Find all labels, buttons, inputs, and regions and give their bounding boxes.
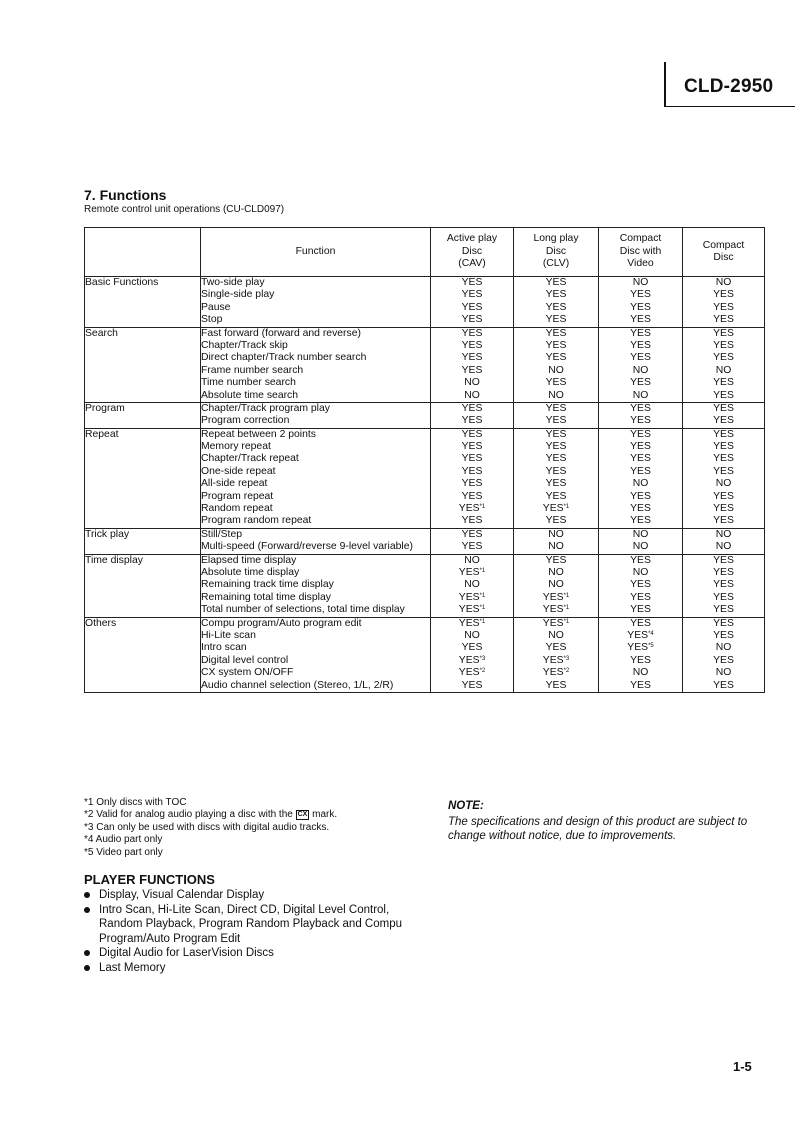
value-cell-cd (683, 617, 765, 692)
support-value: NO (464, 554, 480, 566)
bullet-icon (84, 965, 90, 971)
value-cell-cav (431, 327, 514, 402)
category-cell: Time display (85, 554, 201, 617)
function-name: Remaining track time display (201, 579, 334, 591)
function-name: Multi-speed (Forward/reverse 9-level variable) (201, 541, 413, 553)
column-header-2: Active play Disc (CAV) (431, 228, 514, 277)
function-cell (201, 428, 431, 528)
support-value: YES (461, 352, 483, 364)
function-name: Chapter/Track program play (201, 402, 330, 414)
footnote-3: *3 Can only be used with discs with digital audio tracks. (84, 821, 330, 833)
support-value: YES (630, 301, 651, 313)
support-value: YES (461, 515, 483, 527)
footnotes (84, 797, 337, 859)
support-value: YES (713, 654, 734, 666)
support-value: YES (545, 277, 567, 288)
support-value: YES (713, 490, 734, 502)
support-value: YES (713, 617, 734, 629)
function-name: Program random repeat (201, 515, 312, 527)
support-value: YES (713, 402, 734, 414)
support-value: YES (461, 642, 483, 654)
support-value: NO (548, 364, 564, 376)
model-number: CLD-2950 (684, 76, 774, 97)
support-value: YES (545, 415, 567, 427)
bullet-icon (84, 892, 90, 898)
footnote-1: *1 Only discs with TOC (84, 797, 187, 808)
support-value: YES (713, 339, 734, 351)
support-value: YES (713, 515, 734, 527)
support-value: NO (632, 277, 649, 288)
value-cell-cdv (599, 528, 683, 554)
function-name: CX system ON/OFF (201, 667, 294, 679)
support-value: YES (713, 554, 734, 566)
function-name: Random repeat (201, 503, 273, 515)
support-value: YES$^{*1}$ (458, 617, 486, 629)
value-cell-cd (683, 277, 765, 328)
support-value: YES (545, 339, 567, 351)
support-value: YES (545, 478, 567, 490)
support-value: YES (630, 352, 651, 364)
value-cell-cdv (599, 327, 683, 402)
value-cell-cav (431, 277, 514, 328)
support-value: YES$^{*4}$ (627, 629, 654, 641)
support-value: NO (548, 528, 564, 540)
support-value: YES (630, 289, 651, 301)
value-cell-cav (431, 402, 514, 428)
support-value: YES (461, 415, 483, 427)
support-value: YES$^{*5}$ (627, 642, 654, 654)
support-value: NO (715, 478, 732, 490)
value-cell-cav (431, 528, 514, 554)
support-value: YES (713, 415, 734, 427)
support-value: YES (630, 554, 651, 566)
support-value: YES (461, 277, 483, 288)
support-value: YES (545, 465, 567, 477)
player-function-text: Last Memory (99, 961, 166, 974)
support-value: YES (461, 465, 483, 477)
support-value: YES (461, 528, 483, 540)
footnote-5: *5 Video part only (84, 846, 163, 858)
support-value: YES (461, 453, 483, 465)
support-value: NO (464, 629, 480, 641)
support-value: YES$^{*1}$ (458, 604, 486, 616)
value-cell-cdv (599, 554, 683, 617)
support-value: YES$^{*1}$ (458, 566, 486, 578)
support-value: NO (715, 277, 732, 288)
support-value: NO (632, 667, 649, 679)
footnote-2 (84, 809, 337, 821)
player-function-text: Intro Scan, Hi-Lite Scan, Direct CD, Digital Level Control, Random Playback, Program Random Playback and Compu Program/Auto Program Edit (99, 903, 402, 945)
category-cell: Program (85, 402, 201, 428)
support-value: YES$^{*1}$ (542, 604, 570, 616)
value-cell-cdv (599, 277, 683, 328)
support-value: YES (461, 428, 483, 440)
support-value: NO (548, 541, 564, 553)
category-cell: Trick play (85, 528, 201, 554)
table-row (85, 277, 765, 328)
support-value: NO (548, 566, 564, 578)
support-value: YES (713, 579, 734, 591)
support-value: YES (630, 415, 651, 427)
column-header-0 (85, 228, 201, 277)
support-value: YES (630, 503, 651, 515)
column-header-4: Compact Disc with Video (599, 228, 683, 277)
value-cell-cdv (599, 428, 683, 528)
value-cell-cdv (599, 402, 683, 428)
value-cell-cav (431, 554, 514, 617)
section-title: 7. Functions (84, 187, 167, 203)
support-value: YES (630, 327, 651, 339)
support-value: NO (548, 579, 564, 591)
support-value: NO (632, 389, 649, 401)
player-function-item (84, 961, 414, 976)
support-value: YES (461, 441, 483, 453)
support-value: YES (713, 604, 734, 616)
support-value: YES (545, 327, 567, 339)
function-name: Chapter/Track skip (201, 339, 288, 351)
column-header-3: Long play Disc (CLV) (514, 228, 599, 277)
support-value: NO (632, 364, 649, 376)
support-value: YES (545, 301, 567, 313)
value-cell-cd (683, 528, 765, 554)
support-value: YES (630, 617, 651, 629)
support-value: YES (713, 289, 734, 301)
category-cell: Search (85, 327, 201, 402)
player-function-item (84, 903, 414, 947)
support-value: YES (713, 314, 734, 326)
support-value: NO (464, 377, 480, 389)
function-name: Repeat between 2 points (201, 428, 316, 440)
function-name: Pause (201, 301, 231, 313)
player-function-text: Display, Visual Calendar Display (99, 889, 265, 901)
support-value: YES (630, 314, 651, 326)
function-name: All-side repeat (201, 478, 268, 490)
player-function-item (84, 946, 414, 961)
function-cell (201, 277, 431, 328)
category-cell: Repeat (85, 428, 201, 528)
table-row (85, 617, 765, 692)
function-name: Frame number search (201, 364, 304, 376)
value-cell-cd (683, 428, 765, 528)
table-row (85, 327, 765, 402)
support-value: NO (715, 642, 732, 654)
support-value: YES (713, 428, 734, 440)
support-value: YES (713, 377, 734, 389)
support-value: YES (713, 503, 734, 515)
footnote-2-text: *2 Valid for analog audio playing a disc with the (84, 809, 293, 821)
function-name: Compu program/Auto program edit (201, 617, 362, 629)
player-function-text: Digital Audio for LaserVision Discs (99, 947, 274, 959)
support-value: YES (461, 364, 483, 376)
support-value: YES$^{*2}$ (542, 667, 570, 679)
support-value: YES$^{*2}$ (458, 667, 486, 679)
function-name: Remaining total time display (201, 591, 331, 603)
support-value: NO (548, 389, 564, 401)
support-value: YES (545, 428, 567, 440)
support-value: YES (461, 679, 483, 691)
support-value: YES (630, 428, 651, 440)
support-value: YES (630, 515, 651, 527)
function-name: Total number of selections, total time display (201, 604, 405, 616)
function-name: Audio channel selection (Stereo, 1/L, 2/R) (201, 679, 394, 691)
support-value: YES (713, 453, 734, 465)
support-value: YES (713, 441, 734, 453)
support-value: YES (545, 679, 567, 691)
support-value: YES (713, 591, 734, 603)
category-cell: Basic Functions (85, 277, 201, 328)
support-value: YES (630, 679, 651, 691)
support-value: NO (715, 667, 732, 679)
support-value: YES (630, 591, 651, 603)
support-value: YES (545, 314, 567, 326)
support-value: YES (713, 352, 734, 364)
support-value: YES (630, 339, 651, 351)
support-value: YES (713, 679, 734, 691)
player-function-item (84, 888, 414, 903)
function-cell (201, 617, 431, 692)
support-value: NO (715, 541, 732, 553)
footnote-2-suffix: mark. (312, 809, 338, 821)
support-value: YES (713, 389, 734, 401)
support-value: YES (713, 629, 734, 641)
support-value: YES (545, 515, 567, 527)
support-value: NO (715, 364, 732, 376)
note-title: NOTE: (448, 800, 484, 812)
function-name: Direct chapter/Track number search (201, 352, 367, 364)
value-cell-cav (431, 428, 514, 528)
bullet-icon (84, 950, 90, 956)
support-value: YES (713, 465, 734, 477)
support-value: NO (632, 478, 649, 490)
support-value: YES (630, 377, 651, 389)
function-cell (201, 327, 431, 402)
table-row (85, 528, 765, 554)
value-cell-clv (514, 428, 599, 528)
value-cell-clv (514, 528, 599, 554)
support-value: YES (713, 301, 734, 313)
value-cell-cd (683, 402, 765, 428)
function-name: Single-side play (201, 289, 275, 301)
support-value: YES$^{*3}$ (542, 654, 570, 666)
support-value: NO (632, 566, 649, 578)
function-name: Time number search (201, 377, 296, 389)
support-value: NO (632, 528, 649, 540)
function-name: Program repeat (201, 490, 274, 502)
support-value: YES (630, 441, 651, 453)
support-value: YES (461, 327, 483, 339)
support-value: YES (545, 377, 567, 389)
table-header-row (85, 228, 765, 277)
support-value: NO (715, 528, 732, 540)
player-functions-list (84, 888, 414, 975)
support-value: NO (464, 579, 480, 591)
function-name: Fast forward (forward and reverse) (201, 327, 361, 339)
section-subtitle: Remote control unit operations (CU-CLD097) (84, 204, 285, 215)
support-value: YES (461, 314, 483, 326)
function-name: Stop (201, 314, 223, 326)
support-value: YES$^{*1}$ (542, 591, 570, 603)
support-value: NO (548, 629, 564, 641)
support-value: YES (545, 352, 567, 364)
function-name: Chapter/Track repeat (201, 453, 299, 465)
function-name: Two-side play (201, 277, 265, 288)
function-name: Elapsed time display (201, 554, 297, 566)
function-name: Memory repeat (201, 441, 271, 453)
value-cell-cdv (599, 617, 683, 692)
function-cell (201, 528, 431, 554)
value-cell-clv (514, 277, 599, 328)
function-name: Intro scan (201, 642, 247, 654)
support-value: YES (545, 453, 567, 465)
support-value: YES (461, 541, 483, 553)
function-name: Program correction (201, 415, 290, 427)
player-functions-title: PLAYER FUNCTIONS (84, 872, 215, 887)
support-value: YES (630, 490, 651, 502)
value-cell-clv (514, 402, 599, 428)
table-row (85, 554, 765, 617)
function-name: Absolute time search (201, 389, 299, 401)
table-row (85, 428, 765, 528)
bullet-icon (84, 907, 90, 913)
support-value: YES (545, 289, 567, 301)
value-cell-cd (683, 327, 765, 402)
support-value: YES (461, 490, 483, 502)
footnote-4: *4 Audio part only (84, 834, 163, 846)
support-value: YES (630, 604, 651, 616)
support-value: YES$^{*1}$ (542, 617, 570, 629)
column-header-1: Function (201, 228, 431, 277)
support-value: YES (630, 579, 651, 591)
support-value: NO (464, 389, 480, 401)
function-name: Absolute time display (201, 566, 300, 578)
support-value: YES (630, 453, 651, 465)
value-cell-clv (514, 327, 599, 402)
value-cell-cd (683, 554, 765, 617)
function-name: Still/Step (201, 528, 243, 540)
support-value: YES (461, 301, 483, 313)
support-value: YES (545, 554, 567, 566)
support-value: YES (545, 441, 567, 453)
support-value: YES (461, 339, 483, 351)
note-body: The specifications and design of this product are subject to change without notice, due to improvements. (448, 816, 748, 842)
support-value: YES (545, 642, 567, 654)
support-value: YES$^{*1}$ (542, 503, 570, 515)
function-name: One-side repeat (201, 465, 276, 477)
function-cell (201, 402, 431, 428)
support-value: YES (461, 289, 483, 301)
function-name: Hi-Lite scan (201, 629, 256, 641)
support-value: YES (713, 327, 734, 339)
value-cell-clv (514, 617, 599, 692)
page-number: 1-5 (733, 1059, 752, 1074)
support-value: YES (630, 402, 651, 414)
column-header-5: Compact Disc (683, 228, 765, 277)
function-cell (201, 554, 431, 617)
support-value: YES (545, 490, 567, 502)
support-value: NO (632, 541, 649, 553)
support-value: YES (461, 402, 483, 414)
cx-logo-mark: CX (297, 811, 308, 819)
support-value: YES$^{*3}$ (458, 654, 486, 666)
value-cell-cav (431, 617, 514, 692)
support-value: YES$^{*1}$ (458, 591, 486, 603)
table-row (85, 402, 765, 428)
support-value: YES (545, 402, 567, 414)
functions-table (84, 227, 765, 693)
value-cell-clv (514, 554, 599, 617)
support-value: YES (713, 566, 734, 578)
support-value: YES (630, 465, 651, 477)
support-value: YES (461, 478, 483, 490)
category-cell: Others (85, 617, 201, 692)
function-name: Digital level control (201, 654, 289, 666)
support-value: YES (630, 654, 651, 666)
support-value: YES$^{*1}$ (458, 503, 486, 515)
